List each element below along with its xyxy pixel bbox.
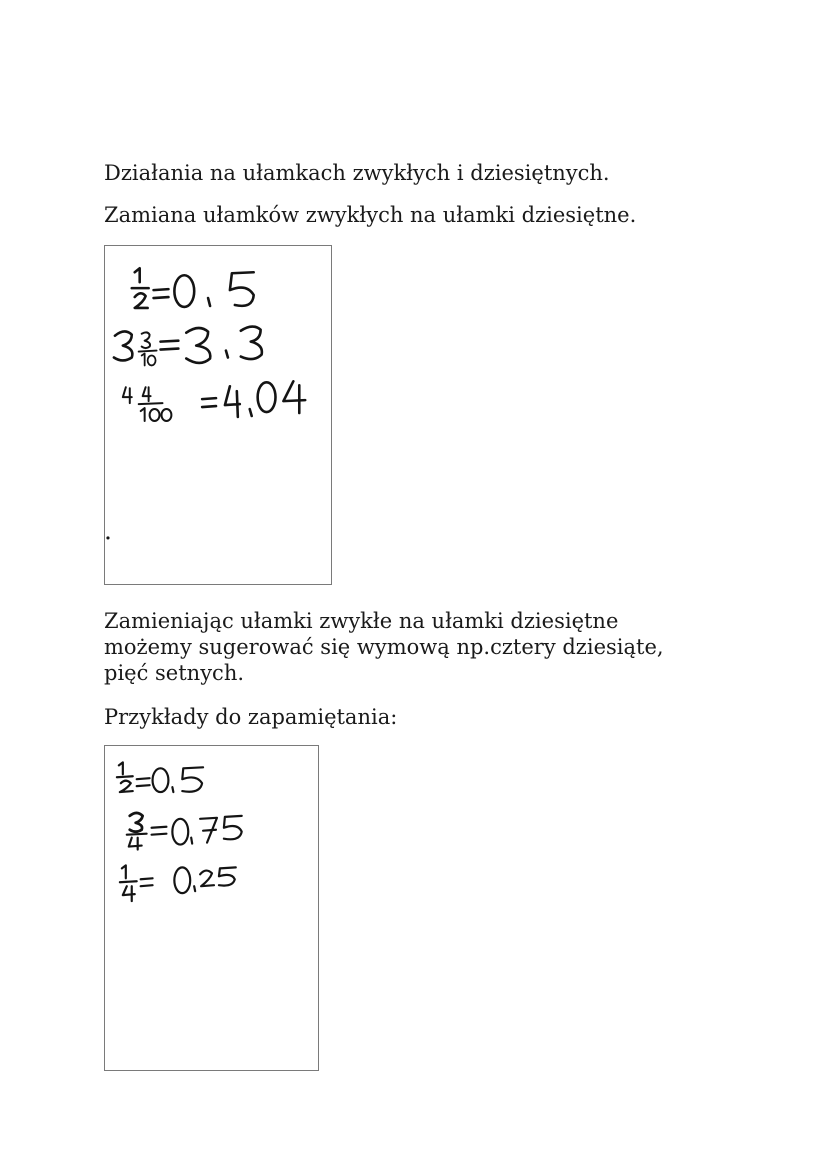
handwritten-equations-1: [105, 246, 331, 584]
handwritten-equation-4-4-100-eq-4-04: [107, 381, 305, 538]
examples-heading: Przykłady do zapamiętania:: [104, 705, 398, 729]
handwritten-equation-3-3-10-eq-3-3: [114, 327, 262, 366]
handwritten-equation-half: [117, 762, 203, 792]
explanation-line-3: pięć setnych.: [104, 661, 245, 685]
explanation-paragraph: [104, 608, 664, 686]
section-subtitle: Zamiana ułamków zwykłych na ułamki dziesiętne.: [104, 203, 637, 227]
handwritten-equation-three-quarters: [127, 813, 242, 850]
explanation-line-2: możemy sugerować się wymową np.cztery dziesiąte,: [104, 635, 664, 659]
handwritten-equations-2: [105, 746, 318, 1070]
handwriting-box-conversions: [104, 245, 332, 585]
handwritten-equation-1-2-eq-0-5: [132, 268, 254, 308]
handwritten-equation-one-quarter: [120, 865, 236, 901]
handwriting-box-examples: [104, 745, 319, 1071]
document-title: Działania na ułamkach zwykłych i dziesiętnych.: [104, 161, 610, 185]
explanation-line-1: Zamieniając ułamki zwykłe na ułamki dziesiętne: [104, 609, 619, 633]
